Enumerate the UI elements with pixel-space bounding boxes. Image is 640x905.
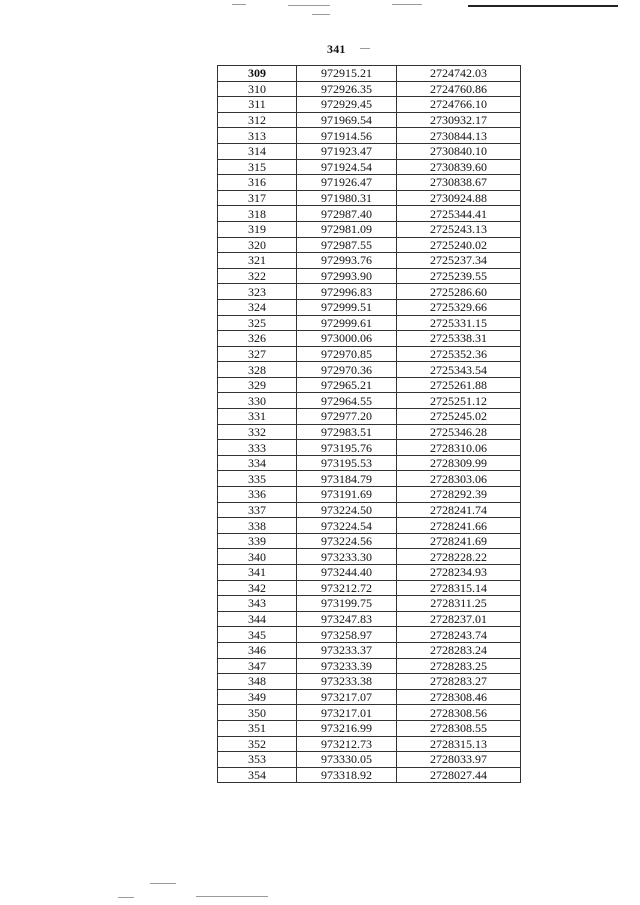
y-coordinate-cell: 2725261.88 <box>397 377 521 393</box>
y-coordinate-cell: 2728309.99 <box>397 455 521 471</box>
x-coordinate-cell: 972981.09 <box>297 221 397 237</box>
x-coordinate-cell: 973212.73 <box>297 736 397 752</box>
point-id-cell: 314 <box>218 143 297 159</box>
y-coordinate-cell: 2725343.54 <box>397 362 521 378</box>
point-id-cell: 353 <box>218 752 297 768</box>
y-coordinate-cell: 2728315.14 <box>397 580 521 596</box>
coordinates-table-body <box>218 66 521 783</box>
point-id-cell: 339 <box>218 533 297 549</box>
x-coordinate-cell: 972964.55 <box>297 393 397 409</box>
table-row <box>218 596 521 612</box>
y-coordinate-cell: 2725286.60 <box>397 284 521 300</box>
y-coordinate-cell: 2730844.13 <box>397 128 521 144</box>
table-row <box>218 331 521 347</box>
point-id-cell: 338 <box>218 518 297 534</box>
point-id-cell: 345 <box>218 627 297 643</box>
point-id-cell: 348 <box>218 674 297 690</box>
y-coordinate-cell: 2728308.46 <box>397 689 521 705</box>
table-row <box>218 206 521 222</box>
table-row <box>218 221 521 237</box>
point-id-cell: 310 <box>218 81 297 97</box>
table-row <box>218 159 521 175</box>
x-coordinate-cell: 972996.83 <box>297 284 397 300</box>
table-row <box>218 97 521 113</box>
x-coordinate-cell: 972965.21 <box>297 377 397 393</box>
point-id-cell: 331 <box>218 409 297 425</box>
point-id-cell: 342 <box>218 580 297 596</box>
scan-speck <box>392 4 422 5</box>
x-coordinate-cell: 973000.06 <box>297 331 397 347</box>
point-id-cell: 309 <box>218 66 297 82</box>
y-coordinate-cell: 2728315.13 <box>397 736 521 752</box>
point-id-cell: 333 <box>218 440 297 456</box>
scan-speck <box>288 5 330 6</box>
table-row <box>218 455 521 471</box>
table-row <box>218 736 521 752</box>
x-coordinate-cell: 972977.20 <box>297 409 397 425</box>
x-coordinate-cell: 972999.61 <box>297 315 397 331</box>
y-coordinate-cell: 2728311.25 <box>397 596 521 612</box>
y-coordinate-cell: 2728033.97 <box>397 752 521 768</box>
y-coordinate-cell: 2725346.28 <box>397 424 521 440</box>
table-row <box>218 315 521 331</box>
x-coordinate-cell: 973195.53 <box>297 455 397 471</box>
y-coordinate-cell: 2725344.41 <box>397 206 521 222</box>
point-id-cell: 337 <box>218 502 297 518</box>
table-row <box>218 533 521 549</box>
table-row <box>218 81 521 97</box>
y-coordinate-cell: 2728283.25 <box>397 658 521 674</box>
point-id-cell: 336 <box>218 487 297 503</box>
point-id-cell: 330 <box>218 393 297 409</box>
point-id-cell: 322 <box>218 268 297 284</box>
table-row <box>218 66 521 82</box>
table-row <box>218 487 521 503</box>
table-row <box>218 143 521 159</box>
point-id-cell: 320 <box>218 237 297 253</box>
x-coordinate-cell: 973247.83 <box>297 611 397 627</box>
y-coordinate-cell: 2728241.74 <box>397 502 521 518</box>
point-id-cell: 323 <box>218 284 297 300</box>
table-row <box>218 502 521 518</box>
x-coordinate-cell: 971969.54 <box>297 112 397 128</box>
x-coordinate-cell: 973224.56 <box>297 533 397 549</box>
y-coordinate-cell: 2728308.56 <box>397 705 521 721</box>
table-row <box>218 642 521 658</box>
y-coordinate-cell: 2728228.22 <box>397 549 521 565</box>
table-row <box>218 393 521 409</box>
scan-speck <box>360 48 370 49</box>
x-coordinate-cell: 972970.85 <box>297 346 397 362</box>
point-id-cell: 334 <box>218 455 297 471</box>
table-row <box>218 440 521 456</box>
table-row <box>218 471 521 487</box>
x-coordinate-cell: 972983.51 <box>297 424 397 440</box>
point-id-cell: 318 <box>218 206 297 222</box>
y-coordinate-cell: 2725243.13 <box>397 221 521 237</box>
point-id-cell: 311 <box>218 97 297 113</box>
table-row <box>218 689 521 705</box>
scan-speck <box>196 896 268 897</box>
table-row <box>218 611 521 627</box>
y-coordinate-cell: 2725245.02 <box>397 409 521 425</box>
x-coordinate-cell: 973233.37 <box>297 642 397 658</box>
point-id-cell: 341 <box>218 565 297 581</box>
y-coordinate-cell: 2725329.66 <box>397 299 521 315</box>
x-coordinate-cell: 971914.56 <box>297 128 397 144</box>
table-row <box>218 720 521 736</box>
y-coordinate-cell: 2730838.67 <box>397 175 521 191</box>
y-coordinate-cell: 2728292.39 <box>397 487 521 503</box>
y-coordinate-cell: 2724742.03 <box>397 66 521 82</box>
table-row <box>218 128 521 144</box>
point-id-cell: 352 <box>218 736 297 752</box>
x-coordinate-cell: 973191.69 <box>297 487 397 503</box>
scan-speck <box>150 883 176 884</box>
x-coordinate-cell: 973184.79 <box>297 471 397 487</box>
x-coordinate-cell: 972970.36 <box>297 362 397 378</box>
table-row <box>218 346 521 362</box>
y-coordinate-cell: 2730840.10 <box>397 143 521 159</box>
point-id-cell: 332 <box>218 424 297 440</box>
x-coordinate-cell: 973330.05 <box>297 752 397 768</box>
point-id-cell: 324 <box>218 299 297 315</box>
page-number: 341 <box>327 42 346 56</box>
point-id-cell: 312 <box>218 112 297 128</box>
y-coordinate-cell: 2728310.06 <box>397 440 521 456</box>
table-row <box>218 253 521 269</box>
table-row <box>218 299 521 315</box>
point-id-cell: 344 <box>218 611 297 627</box>
y-coordinate-cell: 2730932.17 <box>397 112 521 128</box>
x-coordinate-cell: 973258.97 <box>297 627 397 643</box>
scan-speck <box>312 14 330 15</box>
y-coordinate-cell: 2725352.36 <box>397 346 521 362</box>
x-coordinate-cell: 972993.90 <box>297 268 397 284</box>
table-row <box>218 752 521 768</box>
x-coordinate-cell: 972999.51 <box>297 299 397 315</box>
y-coordinate-cell: 2730839.60 <box>397 159 521 175</box>
point-id-cell: 343 <box>218 596 297 612</box>
x-coordinate-cell: 973217.07 <box>297 689 397 705</box>
x-coordinate-cell: 971980.31 <box>297 190 397 206</box>
point-id-cell: 349 <box>218 689 297 705</box>
x-coordinate-cell: 972993.76 <box>297 253 397 269</box>
scan-speck <box>118 897 134 898</box>
point-id-cell: 325 <box>218 315 297 331</box>
table-row <box>218 268 521 284</box>
point-id-cell: 316 <box>218 175 297 191</box>
table-row <box>218 190 521 206</box>
x-coordinate-cell: 972987.40 <box>297 206 397 222</box>
y-coordinate-cell: 2728243.74 <box>397 627 521 643</box>
y-coordinate-cell: 2725251.12 <box>397 393 521 409</box>
table-row <box>218 112 521 128</box>
y-coordinate-cell: 2728237.01 <box>397 611 521 627</box>
y-coordinate-cell: 2724760.86 <box>397 81 521 97</box>
y-coordinate-cell: 2728283.27 <box>397 674 521 690</box>
x-coordinate-cell: 973318.92 <box>297 767 397 783</box>
point-id-cell: 317 <box>218 190 297 206</box>
y-coordinate-cell: 2724766.10 <box>397 97 521 113</box>
x-coordinate-cell: 973244.40 <box>297 565 397 581</box>
x-coordinate-cell: 972915.21 <box>297 66 397 82</box>
y-coordinate-cell: 2725239.55 <box>397 268 521 284</box>
point-id-cell: 319 <box>218 221 297 237</box>
point-id-cell: 321 <box>218 253 297 269</box>
table-row <box>218 175 521 191</box>
point-id-cell: 346 <box>218 642 297 658</box>
y-coordinate-cell: 2728303.06 <box>397 471 521 487</box>
x-coordinate-cell: 973195.76 <box>297 440 397 456</box>
point-id-cell: 326 <box>218 331 297 347</box>
point-id-cell: 315 <box>218 159 297 175</box>
x-coordinate-cell: 972987.55 <box>297 237 397 253</box>
x-coordinate-cell: 973199.75 <box>297 596 397 612</box>
point-id-cell: 327 <box>218 346 297 362</box>
point-id-cell: 340 <box>218 549 297 565</box>
table-row <box>218 549 521 565</box>
coordinates-table <box>217 65 521 783</box>
x-coordinate-cell: 971923.47 <box>297 143 397 159</box>
table-row <box>218 424 521 440</box>
point-id-cell: 351 <box>218 720 297 736</box>
point-id-cell: 347 <box>218 658 297 674</box>
x-coordinate-cell: 972926.35 <box>297 81 397 97</box>
y-coordinate-cell: 2728283.24 <box>397 642 521 658</box>
point-id-cell: 328 <box>218 362 297 378</box>
y-coordinate-cell: 2728308.55 <box>397 720 521 736</box>
x-coordinate-cell: 971926.47 <box>297 175 397 191</box>
x-coordinate-cell: 973224.54 <box>297 518 397 534</box>
y-coordinate-cell: 2728241.66 <box>397 518 521 534</box>
point-id-cell: 313 <box>218 128 297 144</box>
x-coordinate-cell: 971924.54 <box>297 159 397 175</box>
table-row <box>218 409 521 425</box>
x-coordinate-cell: 973216.99 <box>297 720 397 736</box>
y-coordinate-cell: 2725237.34 <box>397 253 521 269</box>
table-row <box>218 518 521 534</box>
point-id-cell: 329 <box>218 377 297 393</box>
table-row <box>218 284 521 300</box>
table-row <box>218 767 521 783</box>
point-id-cell: 354 <box>218 767 297 783</box>
x-coordinate-cell: 973212.72 <box>297 580 397 596</box>
x-coordinate-cell: 973217.01 <box>297 705 397 721</box>
table-row <box>218 674 521 690</box>
point-id-cell: 335 <box>218 471 297 487</box>
x-coordinate-cell: 973233.38 <box>297 674 397 690</box>
y-coordinate-cell: 2728027.44 <box>397 767 521 783</box>
point-id-cell: 350 <box>218 705 297 721</box>
table-row <box>218 705 521 721</box>
x-coordinate-cell: 973233.39 <box>297 658 397 674</box>
y-coordinate-cell: 2730924.88 <box>397 190 521 206</box>
table-row <box>218 565 521 581</box>
x-coordinate-cell: 972929.45 <box>297 97 397 113</box>
y-coordinate-cell: 2725331.15 <box>397 315 521 331</box>
y-coordinate-cell: 2725338.31 <box>397 331 521 347</box>
table-row <box>218 580 521 596</box>
x-coordinate-cell: 973233.30 <box>297 549 397 565</box>
table-row <box>218 362 521 378</box>
table-row <box>218 627 521 643</box>
y-coordinate-cell: 2728241.69 <box>397 533 521 549</box>
table-row <box>218 237 521 253</box>
table-row <box>218 658 521 674</box>
scan-speck <box>232 4 246 5</box>
x-coordinate-cell: 973224.50 <box>297 502 397 518</box>
table-row <box>218 377 521 393</box>
y-coordinate-cell: 2725240.02 <box>397 237 521 253</box>
top-rule <box>468 5 618 7</box>
y-coordinate-cell: 2728234.93 <box>397 565 521 581</box>
